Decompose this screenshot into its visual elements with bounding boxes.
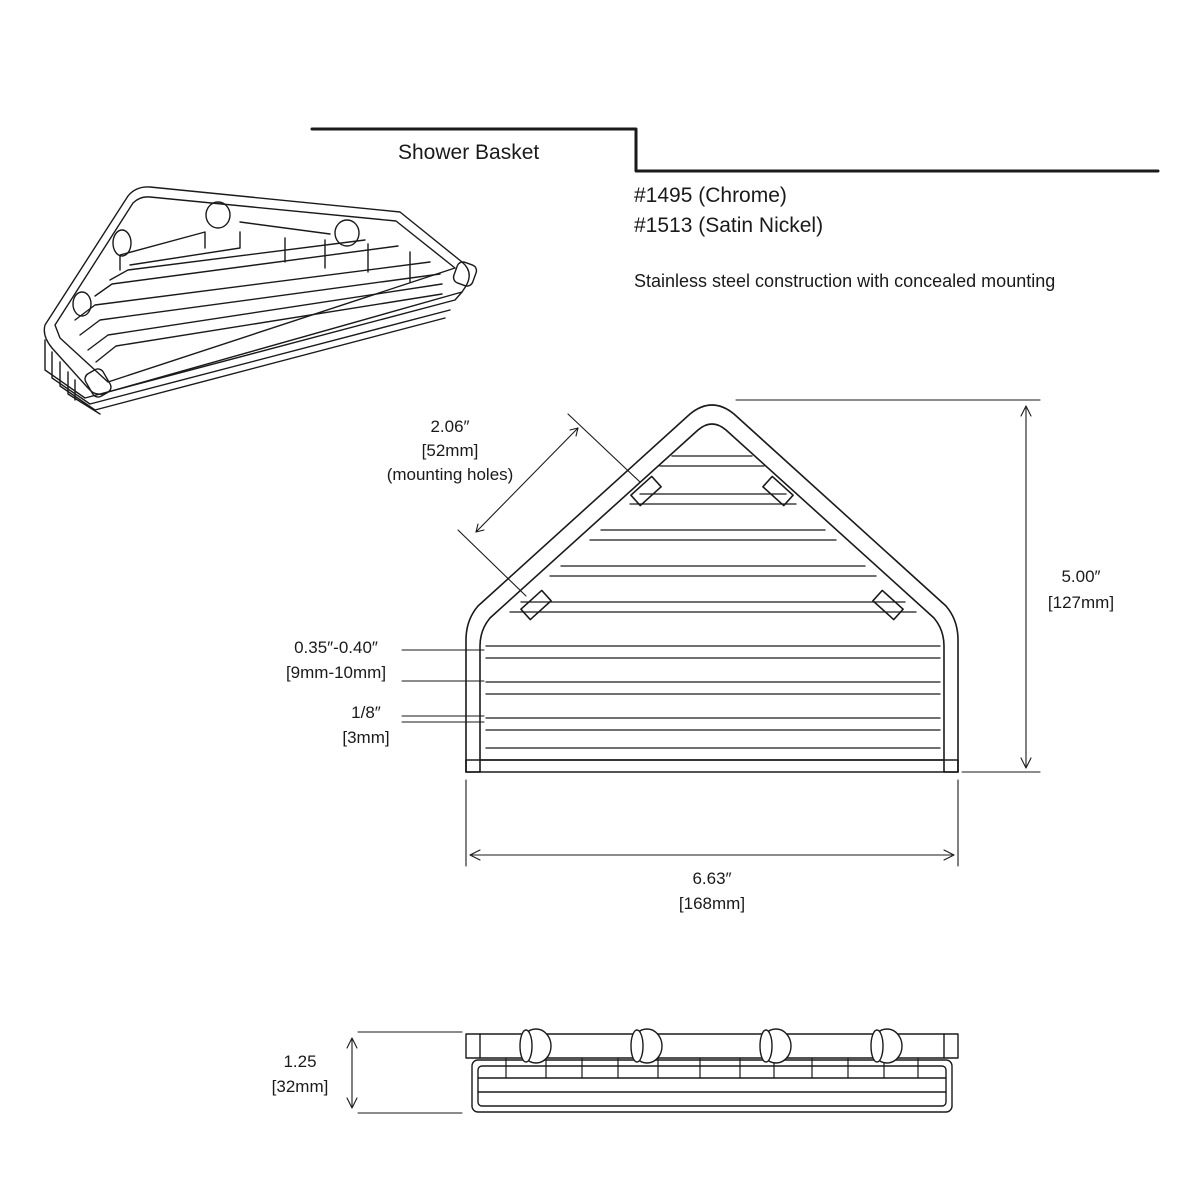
width-metric: [168mm] [678,894,746,913]
mounting-holes-note: (mounting holes) [386,465,514,484]
model-chrome: #1495 (Chrome) [634,184,787,207]
mounting-holes-metric: [52mm] [421,441,479,460]
depth-value: 5.00″ [1061,567,1101,586]
top-view-wires [486,456,940,748]
wire-spacing-metric: [9mm-10mm] [285,663,387,682]
top-view-basket [466,405,958,772]
mounting-holes-value: 2.06″ [430,417,470,436]
wire-spacing-value: 0.35″-0.40″ [294,638,378,657]
height-value: 1.25 [283,1052,317,1071]
depth-metric: [127mm] [1047,593,1115,612]
isometric-basket-view [44,187,478,414]
side-view-basket [466,1029,958,1112]
height-metric: [32mm] [271,1077,329,1096]
product-description: Stainless steel construction with concealed mounting [634,271,1056,291]
product-title: Shower Basket [398,141,540,164]
dimension-lines [347,400,1040,1113]
wire-diameter-value: 1/8″ [351,703,381,722]
model-satin-nickel: #1513 (Satin Nickel) [634,214,824,237]
width-value: 6.63″ [692,869,732,888]
wire-diameter-metric: [3mm] [342,728,390,747]
